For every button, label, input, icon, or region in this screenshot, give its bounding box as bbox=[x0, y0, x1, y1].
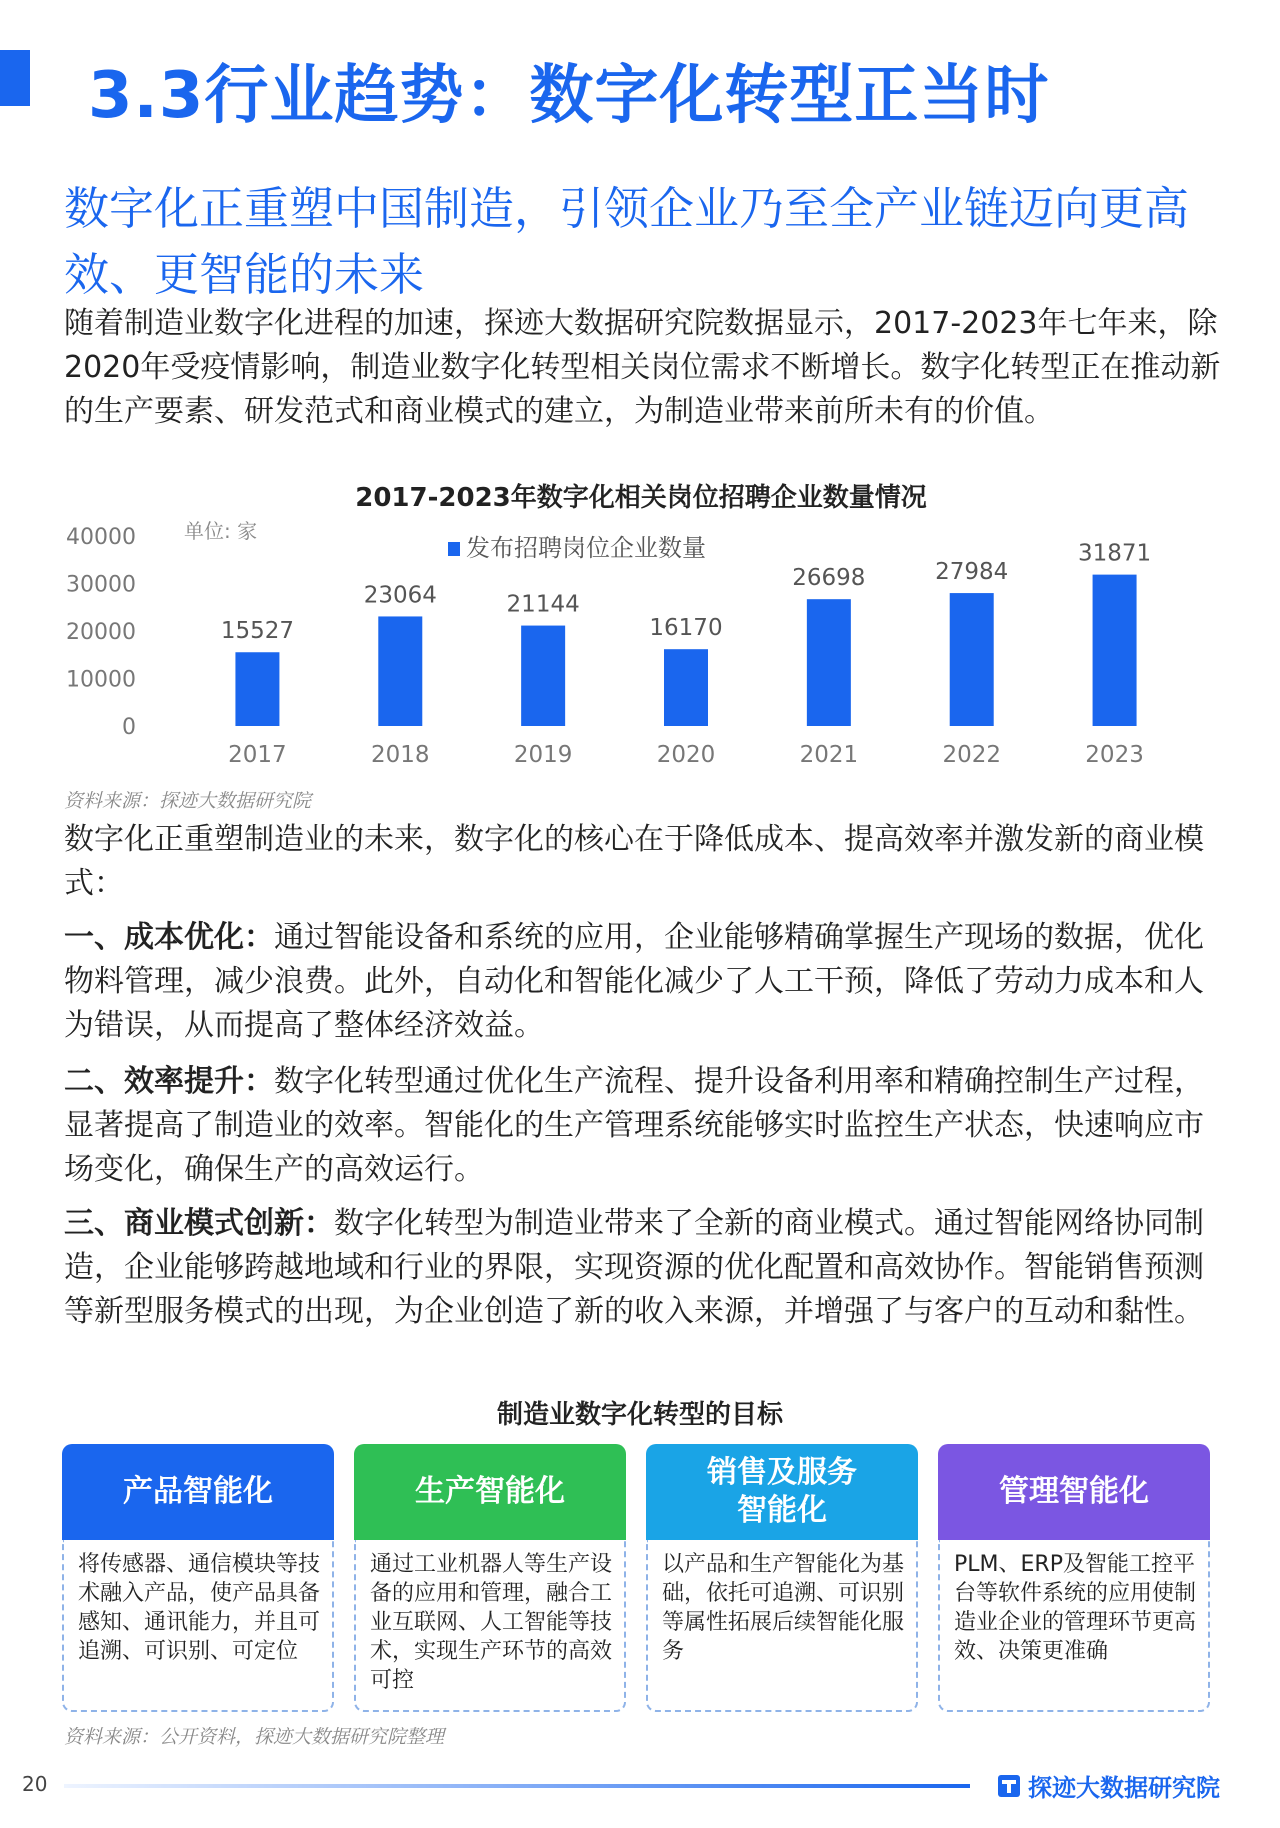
goal-card-text: 将传感器、通信模块等技术融入产品，使产品具备感知、通讯能力，并且可追溯、可识别、可定位 bbox=[62, 1540, 334, 1712]
x-tick-label: 2022 bbox=[942, 742, 1001, 768]
bar bbox=[807, 599, 851, 726]
goals-source: 资料来源：公开资料，探迹大数据研究院整理 bbox=[64, 1726, 445, 1748]
bar bbox=[950, 593, 994, 726]
y-tick-label: 20000 bbox=[66, 620, 136, 645]
bar-value-label: 21144 bbox=[506, 591, 580, 618]
page-number: 20 bbox=[22, 1772, 48, 1796]
goal-card-text: 以产品和生产智能化为基础，依托可追溯、可识别等属性拓展后续智能化服务 bbox=[646, 1540, 918, 1712]
section-subtitle: 数字化正重塑中国制造，引领企业乃至全产业链迈向更高效、更智能的未来 bbox=[64, 182, 1190, 301]
goal-card-title bbox=[646, 1444, 918, 1540]
y-tick-label: 0 bbox=[122, 715, 136, 740]
footer-brand bbox=[998, 1768, 1220, 1803]
x-tick-label: 2021 bbox=[799, 742, 859, 768]
goals-title: 制造业数字化转型的目标 bbox=[496, 1400, 783, 1430]
x-tick-label: 2020 bbox=[656, 742, 716, 768]
title-accent-bar bbox=[0, 50, 30, 106]
item-label: 二、效率提升： bbox=[64, 1064, 274, 1099]
x-tick-label: 2019 bbox=[513, 742, 573, 768]
core-paragraph: 数字化正重塑制造业的未来，数字化的核心在于降低成本、提高效率并激发新的商业模式： bbox=[64, 822, 1204, 901]
item-text: 通过智能设备和系统的应用，企业能够精确掌握生产现场的数据，优化物料管理，减少浪费。此外，自动化和智能化减少了人工干预，降低了劳动力成本和人为错误，从而提高了整体经济效益。 bbox=[64, 920, 1204, 1043]
y-tick-label: 30000 bbox=[66, 572, 136, 598]
intro-paragraph: 随着制造业数字化进程的加速，探迹大数据研究院数据显示，2017-2023年七年来，除2020年受疫情影响，制造业数字化转型相关岗位需求不断增长。数字化转型正在推动新的生产要素、研发范式和商业模式的建立，为制造业带来前所未有的价值。 bbox=[64, 306, 1221, 429]
goal-card-title-text: 生产智能化 bbox=[415, 1474, 565, 1509]
goal-card-text: 通过工业机器人等生产设备的应用和管理，融合工业互联网、人工智能等技术，实现生产环节的高效可控 bbox=[354, 1540, 626, 1712]
chart-unit-label: 单位: 家 bbox=[184, 519, 258, 543]
goal-card-title: 产品智能化 bbox=[62, 1444, 334, 1540]
goal-card-production bbox=[354, 1444, 626, 1712]
bar-value-label: 15527 bbox=[220, 618, 295, 645]
goal-card-title: 管理智能化 bbox=[938, 1444, 1210, 1540]
brand-logo-icon bbox=[998, 1775, 1020, 1797]
goal-card-text: PLM、ERP及智能工控平台等软件系统的应用使制造业企业的管理环节更高效、决策更准确 bbox=[938, 1540, 1210, 1712]
goal-card-sales-service bbox=[646, 1444, 918, 1712]
chart-title: 2017-2023年数字化相关岗位招聘企业数量情况 bbox=[355, 483, 927, 513]
item-business-model bbox=[64, 1202, 1224, 1334]
bar-value-label: 26698 bbox=[792, 565, 866, 592]
chart-source: 资料来源：探迹大数据研究院 bbox=[64, 790, 312, 812]
goal-card-title bbox=[354, 1444, 626, 1540]
x-tick-label: 2018 bbox=[371, 742, 430, 768]
item-label: 三、商业模式创新： bbox=[64, 1206, 334, 1241]
item-efficiency bbox=[64, 1060, 1224, 1192]
bar-value-label: 27984 bbox=[935, 559, 1009, 586]
goal-card-management bbox=[938, 1444, 1210, 1712]
item-cost-optimization bbox=[64, 916, 1224, 1048]
bar-value-label: 31871 bbox=[1077, 540, 1152, 567]
legend-label: 发布招聘岗位企业数量 bbox=[466, 534, 706, 562]
x-tick-label: 2023 bbox=[1085, 742, 1144, 768]
bar bbox=[235, 652, 279, 726]
y-tick-label: 40000 bbox=[66, 525, 136, 550]
page-title: 3.3行业趋势：数字化转型正当时 bbox=[88, 59, 1050, 133]
item-text: 数字化转型通过优化生产流程、提升设备利用率和精确控制生产过程，显著提高了制造业的效率。智能化的生产管理系统能够实时监控生产状态，快速响应市场变化，确保生产的高效运行。 bbox=[64, 1064, 1204, 1187]
bar bbox=[1093, 575, 1137, 726]
bar bbox=[664, 649, 708, 726]
item-label: 一、成本优化： bbox=[64, 920, 274, 955]
bar-chart-svg bbox=[56, 476, 1226, 786]
bar-value-label: 23064 bbox=[363, 582, 437, 609]
legend-swatch bbox=[448, 542, 460, 556]
x-tick-label: 2017 bbox=[228, 742, 287, 768]
brand-name: 探迹大数据研究院 bbox=[1028, 1774, 1220, 1802]
bar bbox=[521, 626, 565, 726]
goal-card-title-text: 销售及服务智能化 bbox=[707, 1455, 857, 1528]
item-text: 数字化转型为制造业带来了全新的商业模式。通过智能网络协同制造，企业能够跨越地域和行业的界限，实现资源的优化配置和高效协作。智能销售预测等新型服务模式的出现，为企业创造了新的收入来源，并增强了与客户的互动和黏性。 bbox=[64, 1206, 1204, 1329]
y-tick-label: 10000 bbox=[66, 667, 136, 693]
bar-chart bbox=[56, 476, 1226, 816]
bar-value-label: 16170 bbox=[649, 615, 723, 642]
goal-card-product bbox=[62, 1444, 334, 1712]
bar bbox=[378, 616, 422, 726]
footer-divider bbox=[64, 1784, 970, 1788]
